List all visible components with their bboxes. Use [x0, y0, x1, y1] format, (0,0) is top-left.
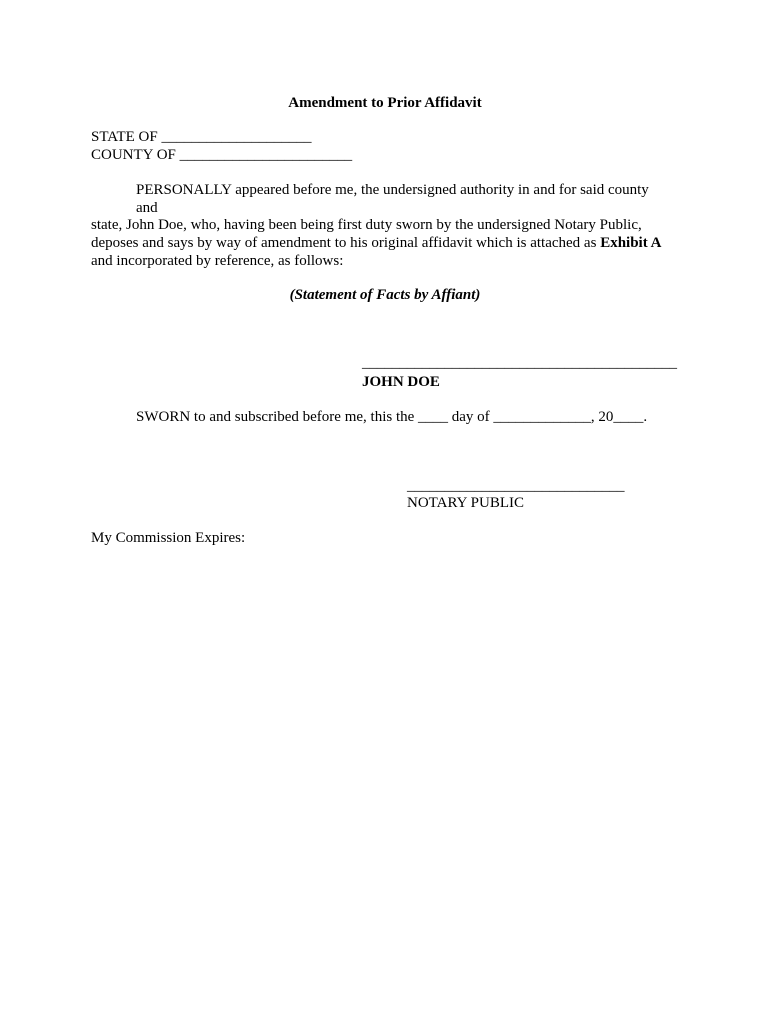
- state-field: STATE OF ____________________: [91, 129, 312, 145]
- statement-of-facts: (Statement of Facts by Affiant): [289, 287, 481, 303]
- affiant-name: JOHN DOE: [362, 374, 440, 390]
- paragraph-line-5: and incorporated by reference, as follows:: [91, 253, 344, 269]
- paragraph-line-2: and: [136, 200, 158, 216]
- notary-public-label: NOTARY PUBLIC: [407, 495, 525, 511]
- paragraph-line-4-text: deposes and says by way of amendment to his original affidavit which is attached as: [91, 235, 601, 251]
- exhibit-reference: Exhibit A: [600, 235, 662, 251]
- commission-expires-label: My Commission Expires:: [91, 530, 246, 546]
- paragraph-line-4: [91, 234, 661, 252]
- paragraph-line-3: state, John Doe, who, having been being first duty sworn by the undersigned Notary Public,: [91, 217, 642, 233]
- sworn-statement: SWORN to and subscribed before me, this the ____ day of _____________, 20____.: [136, 409, 648, 425]
- document-title: Amendment to Prior Affidavit: [288, 95, 482, 111]
- notary-signature-line: _____________________________: [407, 478, 625, 494]
- county-field: COUNTY OF _______________________: [91, 147, 353, 163]
- affiant-signature-line: __________________________________________: [362, 355, 677, 371]
- paragraph-line-1: PERSONALLY appeared before me, the undersigned authority in and for said county: [136, 182, 649, 198]
